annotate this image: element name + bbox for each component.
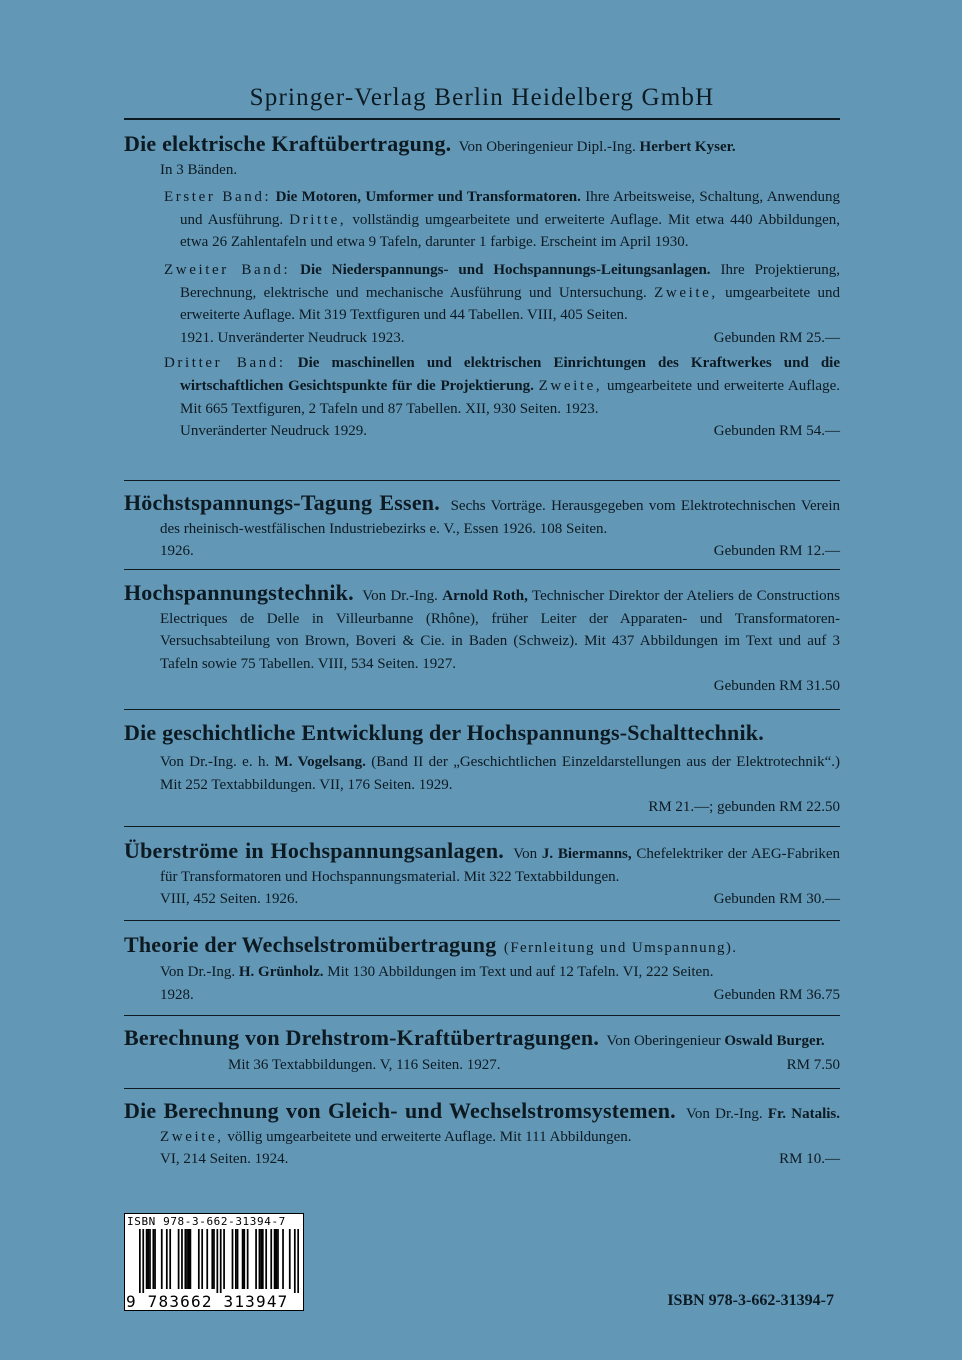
imprint: Mit 36 Textabbildungen. V, 116 Seiten. 1927.: [228, 1057, 501, 1073]
price-line: [124, 540, 840, 563]
volume-text-2: vollständig umgearbeitete und erweiterte Auflage. Mit etwa 440 Abbildungen, etwa 26 Zahlentafeln und etwa 9 Tafeln, darunter 1 farbige. Erscheint im April 1930.: [180, 211, 841, 251]
entry-heading: [124, 718, 840, 751]
barcode-bar: [139, 1229, 141, 1293]
book-subtitle: (Fernleitung und Umspannung).: [503, 940, 738, 956]
volume-label: Dritter Band:: [164, 355, 286, 372]
author-name: Herbert Kyser.: [639, 139, 736, 155]
separator: [124, 920, 840, 921]
imprint: 1928.: [160, 986, 194, 1003]
volume-title: Die Motoren, Umformer und Transformatoren.: [275, 189, 581, 206]
entry-text: Sechs Vorträge. Herausgegeben vom Elektrotechnischen Verein des rheinisch-westfälischen Industriebezirks e. V., Essen 1926. 108 Seiten.: [160, 498, 840, 537]
entry-schalttechnik: [124, 718, 840, 819]
book-title: Hochspannungstechnik.: [124, 580, 354, 605]
book-title: Die geschichtliche Entwicklung der Hochspannungs-Schalttechnik.: [124, 720, 764, 745]
volume-2: [124, 259, 840, 327]
author-name: J. Biermanns,: [541, 846, 632, 862]
entry-drehstrom-price-line: [124, 1054, 840, 1077]
publisher-name: Springer-Verlag Berlin Heidelberg GmbH: [249, 84, 715, 111]
barcode-bar: [201, 1229, 203, 1289]
barcode-bar: [297, 1229, 299, 1293]
edition-label: Zweite,: [538, 377, 603, 394]
author-prefix: Von Dr.-Ing. e. h.: [160, 754, 270, 770]
imprint: Unveränderter Neudruck 1929.: [180, 423, 368, 440]
price-line: [124, 984, 840, 1007]
barcode-isbn-label: ISBN 978-3-662-31394-7: [127, 1215, 286, 1228]
barcode-bar: [275, 1229, 277, 1289]
entry-kraftuebertragung: [124, 133, 840, 443]
barcode-bar: [188, 1229, 190, 1289]
entry-body: [124, 492, 840, 540]
barcode-bar: [235, 1229, 237, 1289]
author-name: M. Vogelsang.: [274, 754, 366, 770]
price: Gebunden RM 36.75: [713, 986, 840, 1003]
barcode-bar: [211, 1229, 213, 1289]
entry-heading: [124, 133, 840, 181]
entry-ueberstroeme: [124, 840, 840, 911]
barcode-bars: [139, 1229, 299, 1293]
book-title: Höchstspannungs-Tagung Essen.: [124, 490, 440, 515]
entry-wechselstromuebertragung: [124, 932, 840, 1006]
book-title: Berechnung von Drehstrom-Kraftübertragungen.: [124, 1025, 600, 1050]
author-prefix: Von Dr.-Ing.: [160, 964, 236, 980]
barcode-bar: [190, 1229, 192, 1289]
book-title: Theorie der Wechselstromübertragung: [124, 932, 497, 957]
entry-text: Technischer Direktor der Ateliers de Constructions Electriques de Delle in Villeurbanne (Rhône), früher Leiter der Apparaten- und Transformatoren-Versuchsabteilung von Brown, Boveri & Cie. in Baden (Schweiz). Mit 437 Abbildungen im Text und auf 3 Tafeln sowie 75 Tabellen. VIII, 534 Seiten. 1927.: [160, 588, 841, 672]
isbn-text: ISBN 978-3-662-31394-7: [667, 1292, 834, 1309]
barcode-bar: [216, 1229, 218, 1293]
edition-label: Zweite,: [160, 1128, 224, 1145]
entry-text: (Band II der „Geschichtlichen Einzeldarstellungen aus der Elektrotechnik“.) Mit 252 Textabbildungen. VII, 176 Seiten. 1929.: [160, 754, 841, 793]
barcode-bar: [262, 1229, 264, 1289]
volume-text: Ihre Projektierung, Berechnung, elektrische und mechanische Ausführung und Untersuchung.: [180, 261, 840, 301]
barcode-bar: [237, 1229, 239, 1289]
separator: [124, 1088, 840, 1089]
barcode-bar: [242, 1229, 244, 1289]
barcode-bar: [223, 1229, 225, 1289]
entry-body: [124, 961, 840, 984]
author-prefix: Von: [513, 846, 538, 862]
barcode-bar: [255, 1229, 257, 1289]
barcode-bar: [220, 1229, 222, 1293]
volume-3: [124, 352, 840, 420]
barcode-bar: [152, 1229, 154, 1289]
barcode-bar: [294, 1229, 296, 1293]
entry-body: [124, 582, 840, 675]
barcode-bar: [154, 1229, 156, 1289]
entry-gleichstrom: [124, 1100, 840, 1171]
author-name: Oswald Burger.: [724, 1033, 825, 1049]
price: Gebunden RM 25.—: [713, 329, 840, 346]
barcode-bar: [243, 1229, 245, 1289]
barcode-bar: [270, 1229, 272, 1289]
entry-drehstrom: [124, 1027, 840, 1053]
volume-text-2: umgearbeitete und erweiterte Auflage. Mit 665 Textfiguren, 2 Tafeln und 87 Tabellen. XII, 930 Seiten. 1923.: [180, 377, 840, 417]
separator: [124, 826, 840, 827]
volume-3-price-line: [124, 420, 840, 443]
separator: [124, 569, 840, 570]
barcode-bar: [198, 1229, 200, 1289]
barcode: [124, 1213, 304, 1311]
barcode-bar: [282, 1229, 284, 1289]
barcode-bar: [146, 1229, 148, 1289]
barcode-bar: [274, 1229, 276, 1289]
barcode-bar: [259, 1229, 261, 1289]
author-name: H. Grünholz.: [238, 964, 324, 980]
barcode-bar: [232, 1229, 234, 1289]
entry-body: [124, 1100, 840, 1148]
barcode-bar: [147, 1229, 149, 1289]
barcode-bar: [265, 1229, 267, 1289]
volume-1: [124, 186, 840, 254]
price: RM 21.—; gebunden RM 22.50: [648, 799, 840, 816]
book-title: Die Berechnung von Gleich- und Wechselstromsystemen.: [124, 1098, 676, 1123]
entry-text: Chefelektriker der AEG-Fabriken für Transformatoren und Hochspannungsmaterial. Mit 322 Textabbildungen.: [160, 846, 840, 885]
price: RM 7.50: [786, 1057, 840, 1073]
entry-body: [124, 1027, 840, 1053]
imprint: VI, 214 Seiten. 1924.: [160, 1151, 289, 1168]
entry-text: völlig umgearbeitete und erweiterte Auflage. Mit 111 Abbildungen.: [227, 1128, 632, 1145]
price-line: [124, 1054, 840, 1077]
imprint: VIII, 452 Seiten. 1926.: [160, 891, 299, 908]
volume-text: Ihre Arbeitsweise, Schaltung, Anwendung und Ausführung.: [180, 189, 841, 228]
price: Gebunden RM 54.—: [713, 423, 840, 440]
barcode-bar: [142, 1229, 144, 1293]
price: Gebunden RM 30.—: [713, 891, 840, 908]
entry-text: Mit 130 Abbildungen im Text und auf 12 Tafeln. VI, 222 Seiten.: [327, 964, 714, 980]
price: Gebunden RM 31.50: [713, 678, 840, 695]
volume-title: Die Niederspannungs- und Hochspannungs-Leitungsanlagen.: [300, 261, 711, 278]
barcode-bar: [161, 1229, 163, 1289]
volume-label: Erster Band:: [164, 189, 272, 206]
author-name: Fr. Natalis.: [767, 1106, 841, 1122]
entry-hochspannungstechnik: [124, 582, 840, 698]
author-prefix: Von Oberingenieur Dipl.-Ing.: [458, 139, 636, 155]
price: Gebunden RM 12.—: [713, 543, 840, 560]
volume-2-price-line: [124, 327, 840, 350]
barcode-bar: [289, 1229, 291, 1289]
entry-hoechstspannungs-tagung: [124, 492, 840, 563]
book-title: Die elektrische Kraftübertragung.: [124, 131, 452, 156]
separator: [124, 709, 840, 710]
barcode-bar: [184, 1229, 186, 1289]
barcode-bar: [247, 1229, 249, 1289]
barcode-bar: [169, 1229, 171, 1289]
barcode-bar: [178, 1229, 180, 1289]
barcode-digits: 9 783662 313947: [126, 1292, 289, 1311]
barcode-bar: [181, 1229, 183, 1289]
entry-body: [124, 840, 840, 888]
volume-count: In 3 Bänden.: [160, 161, 238, 178]
barcode-bar: [277, 1229, 279, 1289]
barcode-bar: [260, 1229, 262, 1289]
author-prefix: Von Dr.-Ing.: [362, 588, 438, 604]
volume-title: Die maschinellen und elektrischen Einrichtungen des Kraftwerkes und die wirtschaftlichen Gesichtspunkte für die Projektierung.: [180, 355, 841, 394]
price-line: [124, 888, 840, 911]
barcode-bar: [206, 1229, 208, 1289]
volume-label: Zweiter Band:: [164, 261, 291, 278]
price-line: [124, 1148, 840, 1171]
barcode-bar: [213, 1229, 215, 1289]
imprint: 1926.: [160, 543, 194, 560]
entry-body: [124, 751, 840, 796]
barcode-bar: [149, 1229, 151, 1289]
author-name: Arnold Roth,: [442, 588, 528, 604]
price: RM 10.—: [779, 1151, 840, 1168]
author-prefix: Von Oberingenieur: [606, 1033, 721, 1049]
book-title: Überströme in Hochspannungsanlagen.: [124, 838, 504, 863]
separator: [124, 480, 840, 481]
entry-heading: [124, 932, 840, 961]
author-prefix: Von Dr.-Ing.: [686, 1106, 763, 1122]
barcode-bar: [186, 1229, 188, 1289]
separator: [124, 1015, 840, 1016]
volume-text-2: umgearbeitete und erweiterte Auflage. Mit 319 Textfiguren und 44 Tabellen. VIII, 405 Seiten.: [180, 284, 841, 324]
edition-label: Dritte,: [289, 211, 347, 228]
top-rule: [124, 118, 840, 120]
edition-label: Zweite,: [654, 284, 718, 301]
imprint: 1921. Unveränderter Neudruck 1923.: [180, 329, 405, 346]
barcode-bar: [166, 1229, 168, 1289]
